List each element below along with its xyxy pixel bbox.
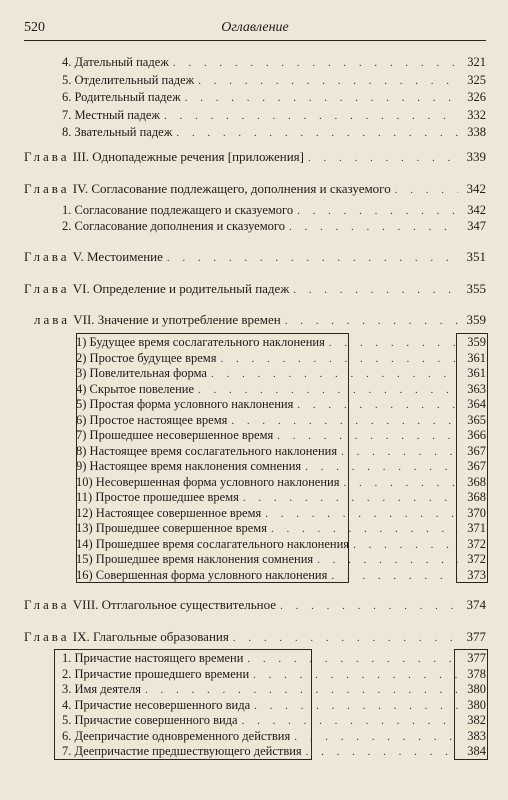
entry-label: 8. Звательный падеж [62,125,173,139]
page-ref: 368 [467,474,486,489]
page-ref: 371 [467,521,486,535]
chapter-entry [24,181,486,198]
entry-label: 2) Простое будущее время [76,350,217,365]
entry-label: 4. Причастие несовершенного вида [62,697,251,712]
dot-leader [395,183,458,198]
page-ref: 355 [466,281,486,296]
page-number: 520 [24,20,45,35]
page-ref: 361 [467,350,486,365]
page-ref: 377 [467,651,486,665]
entry-label: 1. Причастие настоящего времени [62,651,244,665]
toc-entry [62,203,486,219]
dot-leader [331,569,458,584]
entry-label: 11) Простое прошедшее время [76,490,239,504]
entry-label: 8) Настоящее время сослагательного наклонения [76,443,338,458]
dot-leader [198,74,458,89]
dot-leader [353,538,458,553]
page-ref: 338 [467,125,486,139]
chapter-entry [24,597,486,614]
chapter-word: лава [34,312,70,327]
dot-leader [297,204,458,219]
running-header [24,18,486,41]
entry-label: 1. Согласование подлежащего и сказуемого [62,203,294,217]
chapter-entry [24,249,486,266]
page-ref: 342 [466,181,486,196]
entry-label: 5. Отделительный падеж [62,72,195,87]
page-ref: 359 [466,312,486,327]
page-ref: 339 [466,149,486,164]
toc-entry [62,219,486,235]
page-ref: 363 [467,381,486,396]
toc-entry [62,55,486,71]
page-ref: 383 [467,728,486,743]
dot-leader [185,91,458,106]
entry-label: 9) Настоящее время наклонения сомнения [76,459,302,473]
page-ref: 384 [467,744,486,758]
entry-label: 13) Прошедшее совершенное время [76,521,267,535]
entry-label: 14) Прошедшее время сослагательного наклонения [76,536,350,551]
page-ref: 342 [467,203,486,217]
entry-label: 16) Совершенная форма условного наклонения [76,567,328,582]
dot-leader [308,151,458,166]
page-ref: 364 [467,397,486,411]
page-ref: 373 [467,567,486,582]
running-title: Оглавление [221,20,289,35]
entry-label: 2. Причастие прошедшего времени [62,666,250,681]
entry-label: 4) Скрытое повеление [76,381,194,396]
dot-leader [306,745,458,760]
entry-label: 3. Имя деятеля [62,682,141,696]
dot-leader [164,109,458,124]
toc-entry [62,125,486,141]
chapter-title: IX. Глагольные образования [72,629,229,644]
entry-label: 12) Настоящее совершенное время [76,505,262,520]
chapter-entry [24,281,486,298]
chapter-entry [24,629,486,646]
entry-label: 6) Простое настоящее время [76,412,228,427]
entry-label: 10) Несовершенная форма условного наклонения [76,474,340,489]
dot-leader [343,476,458,491]
page-ref: 326 [467,90,486,104]
chapter-title: VII. Значение и употребление времен [73,312,281,327]
dot-leader [293,283,458,298]
dot-leader [289,220,458,235]
page-ref: 366 [467,428,486,442]
page-ref: 321 [467,55,486,69]
dot-leader [294,730,458,745]
page-ref: 367 [467,443,486,458]
chapter-word: Глава [24,249,70,264]
entry-label: 7. Местный падеж [62,107,161,122]
page-ref: 361 [467,366,486,380]
entry-label: 7) Прошедшее несовершенное время [76,428,274,442]
toc-entry [62,108,486,124]
page-ref: 374 [466,597,486,612]
dot-leader [341,445,458,460]
dot-leader [285,314,458,329]
entry-label: 5. Причастие совершенного вида [62,713,238,727]
chapter-word: Глава [24,181,70,196]
page-ref: 367 [467,459,486,473]
page-ref: 380 [467,697,486,712]
page-ref: 368 [467,490,486,504]
toc-entry [62,90,486,106]
entry-label: 3) Повелительная форма [76,366,207,380]
page-ref: 365 [467,412,486,427]
dot-leader [173,56,458,71]
page-ref: 380 [467,682,486,696]
page-ref: 378 [467,666,486,681]
page-number-frame [456,333,488,583]
page-number-frame [54,649,312,760]
chapter-entry [34,312,486,329]
page-ref: 370 [467,505,486,520]
page-number-frame [76,333,349,583]
toc-entry [62,73,486,89]
entry-label: 6. Деепричастие одновременного действия [62,728,291,743]
entry-label: 7. Деепричастие предшествующего действия [62,744,302,758]
entry-label: 2. Согласование дополнения и сказуемого [62,219,285,233]
entry-label: 4. Дательный падеж [62,55,169,69]
chapter-word: Глава [24,149,70,164]
dot-leader [167,251,458,266]
dot-leader [280,599,458,614]
dot-leader [176,126,458,141]
page-ref: 372 [467,552,486,566]
dot-leader [233,631,458,646]
entry-label: 1) Будущее время сослагательного наклонения [76,335,325,349]
page-ref: 332 [467,107,486,122]
page-ref: 372 [467,536,486,551]
page-ref: 377 [466,629,486,644]
chapter-entry [24,149,486,166]
chapter-word: Глава [24,629,70,644]
chapter-word: Глава [24,597,70,612]
entry-label: 6. Родительный падеж [62,90,181,104]
page-ref: 351 [466,249,486,264]
entry-label: 15) Прошедшее время наклонения сомнения [76,552,314,566]
chapter-title: IV. Согласование подлежащего, дополнения и сказуемого [72,181,391,196]
page-ref: 325 [467,72,486,87]
page-ref: 359 [467,335,486,349]
page-ref: 347 [467,219,486,233]
chapter-word: Глава [24,281,70,296]
chapter-title: III. Однопадежные речения [приложения] [72,149,304,164]
entry-label: 5) Простая форма условного наклонения [76,397,294,411]
chapter-title: V. Местоимение [72,249,163,264]
page-number-frame [454,649,488,760]
chapter-title: VIII. Отглагольное существительное [72,597,277,612]
page-ref: 382 [467,713,486,727]
chapter-title: VI. Определение и родительный падеж [72,281,290,296]
